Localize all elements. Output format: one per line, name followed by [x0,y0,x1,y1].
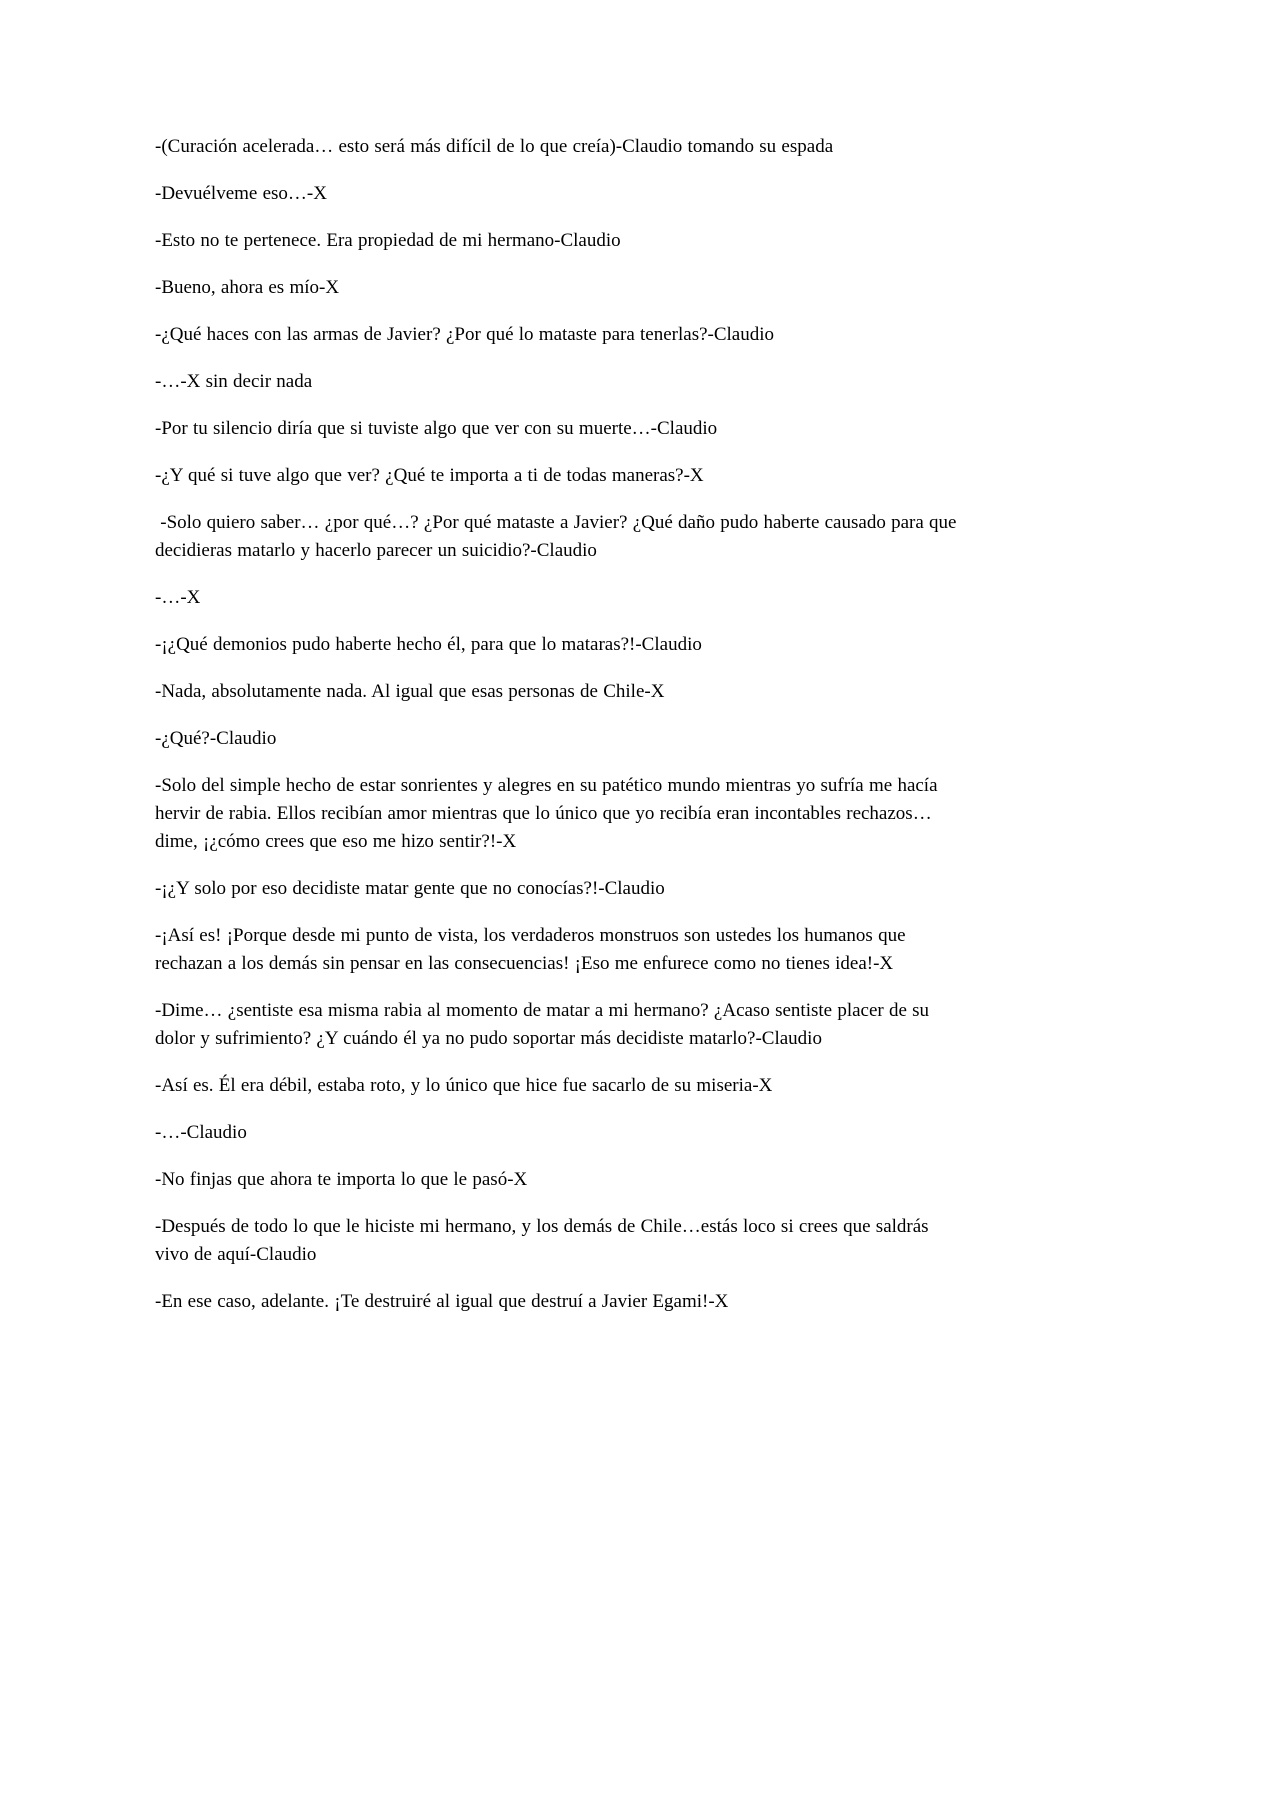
dialogue-paragraph: -No finjas que ahora te importa lo que le pasó-X [155,1169,528,1190]
dialogue-paragraph: -Devuélveme eso…-X [155,183,327,204]
dialogue-script [155,133,965,1316]
dialogue-paragraph: -(Curación acelerada… esto será más difícil de lo que creía)-Claudio tomando su espada [155,136,834,157]
dialogue-paragraph: -Después de todo lo que le hiciste mi hermano, y los demás de Chile…estás loco si crees que saldrás vivo de aquí-Claudio [155,1216,934,1265]
dialogue-paragraph: -…-Claudio [155,1122,247,1143]
dialogue-paragraph: -…-X sin decir nada [155,371,313,392]
dialogue-paragraph: -Dime… ¿sentiste esa misma rabia al momento de matar a mi hermano? ¿Acaso sentiste placer de su dolor y sufrimiento? ¿Y cuándo él ya no pudo soportar más decidiste matarlo?-Claudio [155,1000,935,1049]
dialogue-paragraph: -¿Qué?-Claudio [155,728,277,749]
dialogue-paragraph: -Solo quiero saber… ¿por qué…? ¿Por qué mataste a Javier? ¿Qué daño pudo haberte causado para que decidieras matarlo y hacerlo parecer un suicidio?-Claudio [155,512,962,561]
dialogue-paragraph: -¡¿Y solo por eso decidiste matar gente que no conocías?!-Claudio [155,878,665,899]
dialogue-paragraph: -Solo del simple hecho de estar sonrientes y alegres en su patético mundo mientras yo sufría me hacía hervir de rabia. Ellos recibían amor mientras que lo único que yo recibía eran incontables rechazos… dime, ¡¿cómo crees que eso me hizo sentir?!-X [155,775,943,852]
dialogue-paragraph: -¿Qué haces con las armas de Javier? ¿Por qué lo mataste para tenerlas?-Claudio [155,324,775,345]
dialogue-paragraph: -Esto no te pertenece. Era propiedad de mi hermano-Claudio [155,230,621,251]
dialogue-paragraph: -¿Y qué si tuve algo que ver? ¿Qué te importa a ti de todas maneras?-X [155,465,704,486]
dialogue-paragraph: -Bueno, ahora es mío-X [155,277,340,298]
dialogue-paragraph: -Nada, absolutamente nada. Al igual que esas personas de Chile-X [155,681,665,702]
dialogue-paragraph: -Así es. Él era débil, estaba roto, y lo único que hice fue sacarlo de su miseria-X [155,1075,773,1096]
dialogue-paragraph: -…-X [155,587,201,608]
dialogue-paragraph: -Por tu silencio diría que si tuviste algo que ver con su muerte…-Claudio [155,418,718,439]
dialogue-paragraph: -¡Así es! ¡Porque desde mi punto de vista, los verdaderos monstruos son ustedes los humanos que rechazan a los demás sin pensar en las consecuencias! ¡Eso me enfurece como no tienes idea!-X [155,925,911,974]
dialogue-paragraph: -En ese caso, adelante. ¡Te destruiré al igual que destruí a Javier Egami!-X [155,1291,729,1312]
dialogue-paragraph: -¡¿Qué demonios pudo haberte hecho él, para que lo mataras?!-Claudio [155,634,702,655]
